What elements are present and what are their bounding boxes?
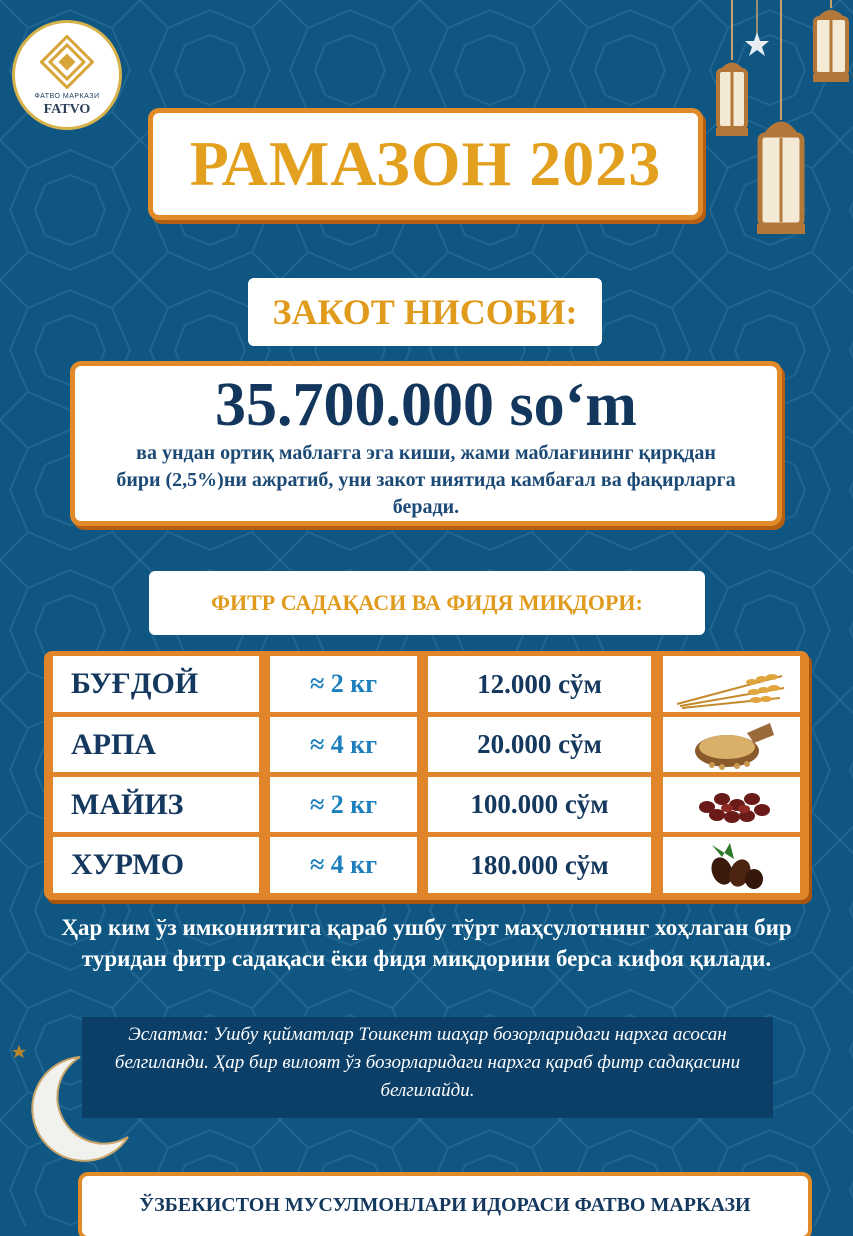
table-row-price: 100.000 сўм xyxy=(428,777,651,832)
barley-sack-icon xyxy=(663,717,800,772)
note-main: Ҳар ким ўз имкониятига қараб ушбу тўрт маҳсулотнинг хоҳлаган бир туридан фитр садақаси ёки фидя миқдорини берса кифоя қилади. xyxy=(61,915,792,971)
zakat-amount-box xyxy=(75,366,777,521)
logo-subtitle: ФАТВО МАРКАЗИ xyxy=(34,93,100,100)
table-row-name: ХУРМО xyxy=(53,837,259,893)
fatvo-logo xyxy=(12,20,122,130)
table-row-price: 180.000 сўм xyxy=(428,837,651,893)
lantern-icon xyxy=(805,0,853,90)
table-row-name: АРПА xyxy=(53,717,259,772)
table-row-name: БУҒДОЙ xyxy=(53,656,259,712)
title-box xyxy=(153,113,698,215)
crescent-moon-icon xyxy=(10,1045,140,1175)
table-row-qty: ≈ 2 кг xyxy=(270,777,417,832)
kufic-square-icon xyxy=(40,35,94,89)
dates-icon xyxy=(663,837,800,893)
zakat-description: ва ундан ортиқ маблағга эга киши, жами маблағининг қирқдан бири (2,5%)ни ажратиб, уни закот ниятида камбағал ва фақирларга беради. xyxy=(116,442,736,518)
fitr-table xyxy=(44,651,809,900)
reminder-note: Эслатма: Ушбу қийматлар Тошкент шаҳар бозорларидаги нархга асосан белгиланди. Ҳар бир вилоят ўз бозорларидаги нархга қараб фитр садақасини белгилайди. xyxy=(82,1017,773,1118)
zakat-amount: 35.700.000 so‘m xyxy=(215,371,637,439)
table-row-qty: ≈ 4 кг xyxy=(270,837,417,893)
footer-organization: ЎЗБЕКИСТОН МУСУЛМОНЛАРИ ИДОРАСИ ФАТВО МАРКАЗИ xyxy=(82,1176,808,1236)
page-title: РАМАЗОН 2023 xyxy=(189,128,662,199)
zakat-label: ЗАКОТ НИСОБИ: xyxy=(248,278,602,346)
table-row-qty: ≈ 2 кг xyxy=(270,656,417,712)
table-row-name: МАЙИЗ xyxy=(53,777,259,832)
fitr-label: ФИТР САДАҚАСИ ВА ФИДЯ МИҚДОРИ: xyxy=(149,571,705,635)
raisins-icon xyxy=(663,777,800,832)
wheat-icon xyxy=(663,656,800,712)
table-row-price: 12.000 сўм xyxy=(428,656,651,712)
table-row-price: 20.000 сўм xyxy=(428,717,651,772)
table-row-qty: ≈ 4 кг xyxy=(270,717,417,772)
logo-name: FATVO xyxy=(43,102,91,117)
